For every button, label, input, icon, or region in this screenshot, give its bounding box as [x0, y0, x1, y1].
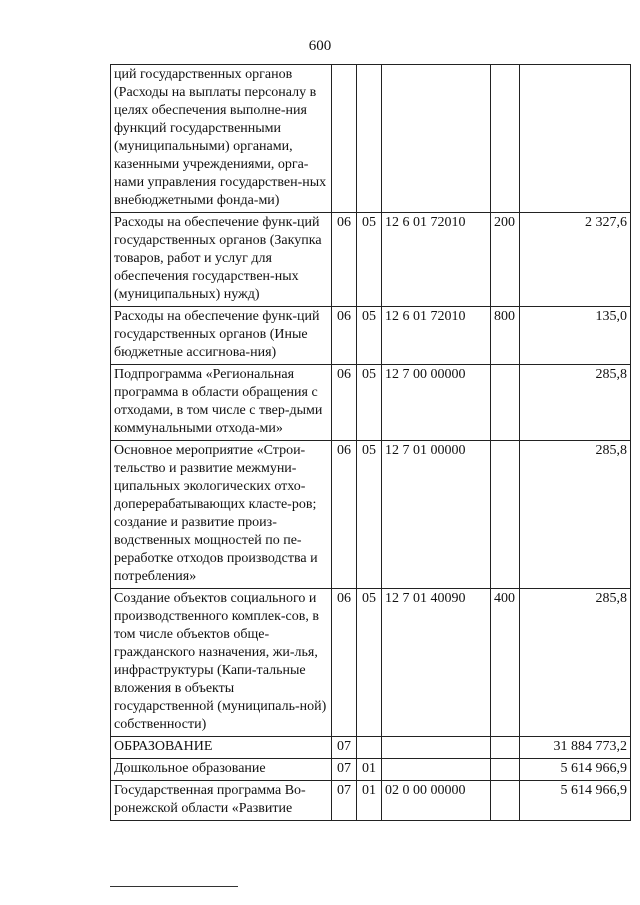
budget-table	[110, 64, 631, 821]
subsection-code: 05	[357, 441, 382, 589]
table-row	[111, 441, 631, 589]
expense-type-code	[491, 737, 520, 759]
table-row	[111, 737, 631, 759]
item-name: Дошкольное образование	[111, 759, 332, 781]
subsection-code: 01	[357, 759, 382, 781]
subsection-code: 05	[357, 307, 382, 365]
item-name: ций государственных органов (Расходы на выплаты персоналу в целях обеспечения выполне-ния функций государственными (муниципальными) органами, казенными учреждениями, орга-нами управления государствен-ных внебюджетными фонда-ми)	[111, 65, 332, 213]
amount: 2 327,6	[520, 213, 631, 307]
subsection-code	[357, 65, 382, 213]
page-number: 600	[308, 38, 332, 54]
target-article-code	[382, 759, 491, 781]
table-row	[111, 307, 631, 365]
section-code: 06	[332, 213, 357, 307]
expense-type-code	[491, 365, 520, 441]
target-article-code: 12 6 01 72010	[382, 213, 491, 307]
item-name: Основное мероприятие «Строи-тельство и развитие межмуни-ципальных экологических отхо-доперерабатывающих класте-ров; создание и развитие произ-водственных мощностей по пе-реработке отходов производства и потребления»	[111, 441, 332, 589]
expense-type-code: 400	[491, 589, 520, 737]
amount: 285,8	[520, 441, 631, 589]
table-row	[111, 213, 631, 307]
item-name: Подпрограмма «Региональная программа в области обращения с отходами, в том числе с твер-дыми коммунальными отхода-ми»	[111, 365, 332, 441]
expense-type-code	[491, 65, 520, 213]
subsection-code: 05	[357, 365, 382, 441]
target-article-code: 12 7 01 00000	[382, 441, 491, 589]
footnote-divider	[110, 886, 238, 887]
amount: 285,8	[520, 365, 631, 441]
expense-type-code: 800	[491, 307, 520, 365]
table-row	[111, 589, 631, 737]
amount: 285,8	[520, 589, 631, 737]
subsection-code: 01	[357, 781, 382, 821]
expense-type-code	[491, 759, 520, 781]
section-code: 06	[332, 307, 357, 365]
table-row	[111, 759, 631, 781]
item-name: ОБРАЗОВАНИЕ	[111, 737, 332, 759]
amount: 5 614 966,9	[520, 759, 631, 781]
item-name: Государственная программа Во-ронежской области «Развитие	[111, 781, 332, 821]
table-row	[111, 781, 631, 821]
subsection-code	[357, 737, 382, 759]
target-article-code: 12 6 01 72010	[382, 307, 491, 365]
item-name: Расходы на обеспечение функ-ций государственных органов (Иные бюджетные ассигнова-ния)	[111, 307, 332, 365]
section-code: 06	[332, 441, 357, 589]
section-code: 06	[332, 365, 357, 441]
amount	[520, 65, 631, 213]
target-article-code: 12 7 00 00000	[382, 365, 491, 441]
section-code: 07	[332, 781, 357, 821]
section-code: 07	[332, 737, 357, 759]
amount: 31 884 773,2	[520, 737, 631, 759]
subsection-code: 05	[357, 589, 382, 737]
section-code: 07	[332, 759, 357, 781]
section-code: 06	[332, 589, 357, 737]
amount: 5 614 966,9	[520, 781, 631, 821]
item-name: Создание объектов социального и производственного комплек-сов, в том числе объектов обще-гражданского назначения, жи-лья, инфраструктуры (Капи-тальные вложения в объекты государственной (муниципаль-ной) собственности)	[111, 589, 332, 737]
amount: 135,0	[520, 307, 631, 365]
expense-type-code: 200	[491, 213, 520, 307]
subsection-code: 05	[357, 213, 382, 307]
expense-type-code	[491, 781, 520, 821]
section-code	[332, 65, 357, 213]
table-row	[111, 365, 631, 441]
target-article-code: 02 0 00 00000	[382, 781, 491, 821]
table-row	[111, 65, 631, 213]
target-article-code	[382, 65, 491, 213]
target-article-code	[382, 737, 491, 759]
item-name: Расходы на обеспечение функ-ций государственных органов (Закупка товаров, работ и услуг для обеспечения государствен-ных (муниципальных) нужд)	[111, 213, 332, 307]
target-article-code: 12 7 01 40090	[382, 589, 491, 737]
expense-type-code	[491, 441, 520, 589]
